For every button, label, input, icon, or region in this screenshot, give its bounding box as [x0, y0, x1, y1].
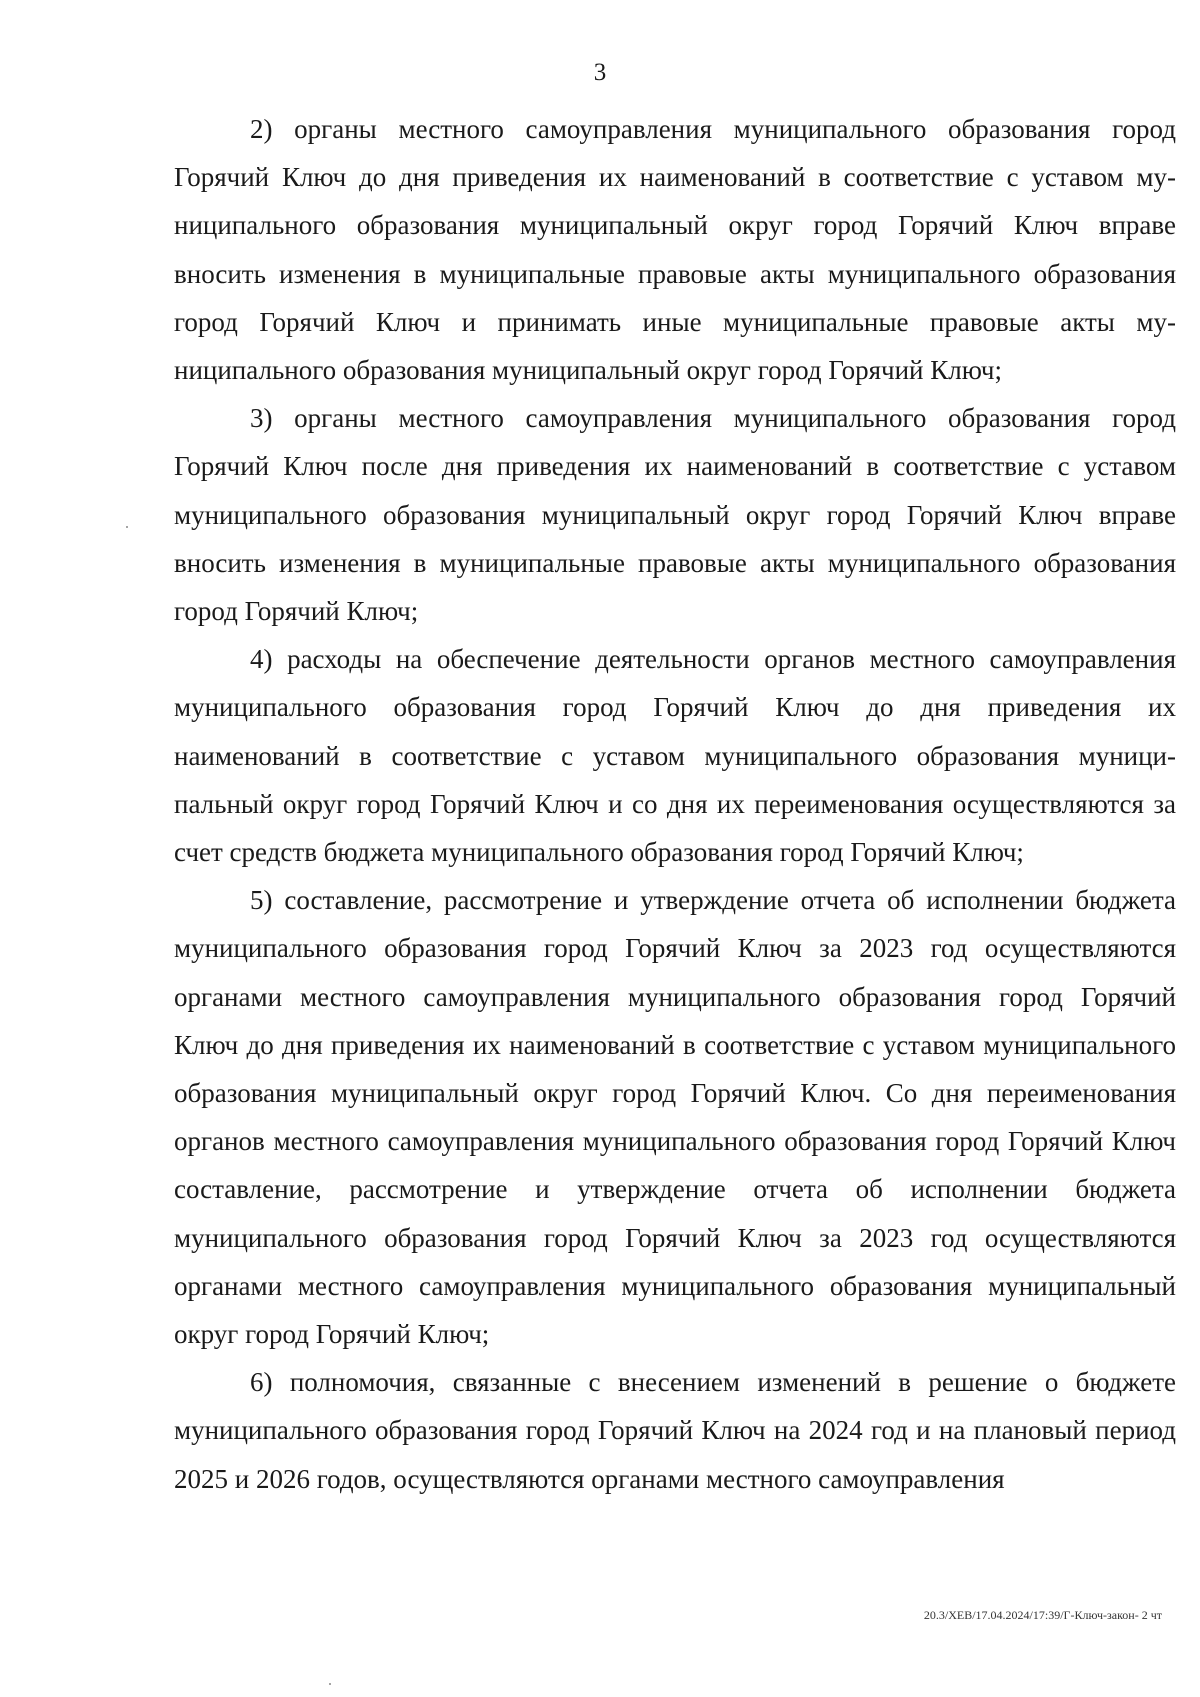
paragraph-item-5: 5) составление, рассмотрение и утверждение отчета об исполнении бюджета муниципального образования город Горячий Ключ за 2023 год осуществляются органами местного самоуправления муниципального образования город Горячий Ключ до дня приведения их наименований в соответствие с уставом муниципального образования муниципальный округ город Горячий Ключ. Со дня переименования органов местного самоуправления муниципального образования город Горячий Ключ составление, рассмотрение и утверждение отчета об исполнении бюджета муниципального образования город Горячий Ключ за 2023 год осуществляются органами местного самоуправления муниципального образования муниципальный округ город Горячий Ключ; — [174, 885, 1176, 1350]
document-body — [174, 105, 1176, 1503]
scan-speck — [329, 1683, 331, 1685]
paragraph-item-2: 2) органы местного самоуправления муниципального образования город Горячий Ключ до дня приведения их наименований в соответствие с уставом муниципального образования муниципальный округ город Горячий Ключ вправе вносить изменения в муниципальные правовые акты муниципального образования город Горячий Ключ и принимать иные муниципальные правовые акты муниципального образования муниципальный округ город Горячий Ключ; — [174, 114, 1176, 386]
document-footer-code: 20.3/ХЕВ/17.04.2024/17:39/Г-Ключ-закон- 2 чт — [923, 1608, 1162, 1622]
paragraph-item-4: 4) расходы на обеспечение деятельности органов местного самоуправления муниципального образования город Горячий Ключ до дня приведения их наименований в соответствие с уставом муниципального образования муниципальный округ город Горячий Ключ и со дня их переименования осуществляются за счет средств бюджета муниципального образования город Горячий Ключ; — [174, 644, 1176, 868]
scan-speck — [126, 526, 128, 528]
paragraph-item-6: 6) полномочия, связанные с внесением изменений в решение о бюджете муниципального образования город Горячий Ключ на 2024 год и на плановый период 2025 и 2026 годов, осуществляются органами местного самоуправления — [174, 1367, 1176, 1494]
paragraph-item-3: 3) органы местного самоуправления муниципального образования город Горячий Ключ после дня приведения их наименований в соответствие с уставом муниципального образования муниципальный округ город Горячий Ключ вправе вносить изменения в муниципальные правовые акты муниципального образования город Горячий Ключ; — [174, 403, 1176, 627]
page-number: 3 — [593, 59, 607, 86]
